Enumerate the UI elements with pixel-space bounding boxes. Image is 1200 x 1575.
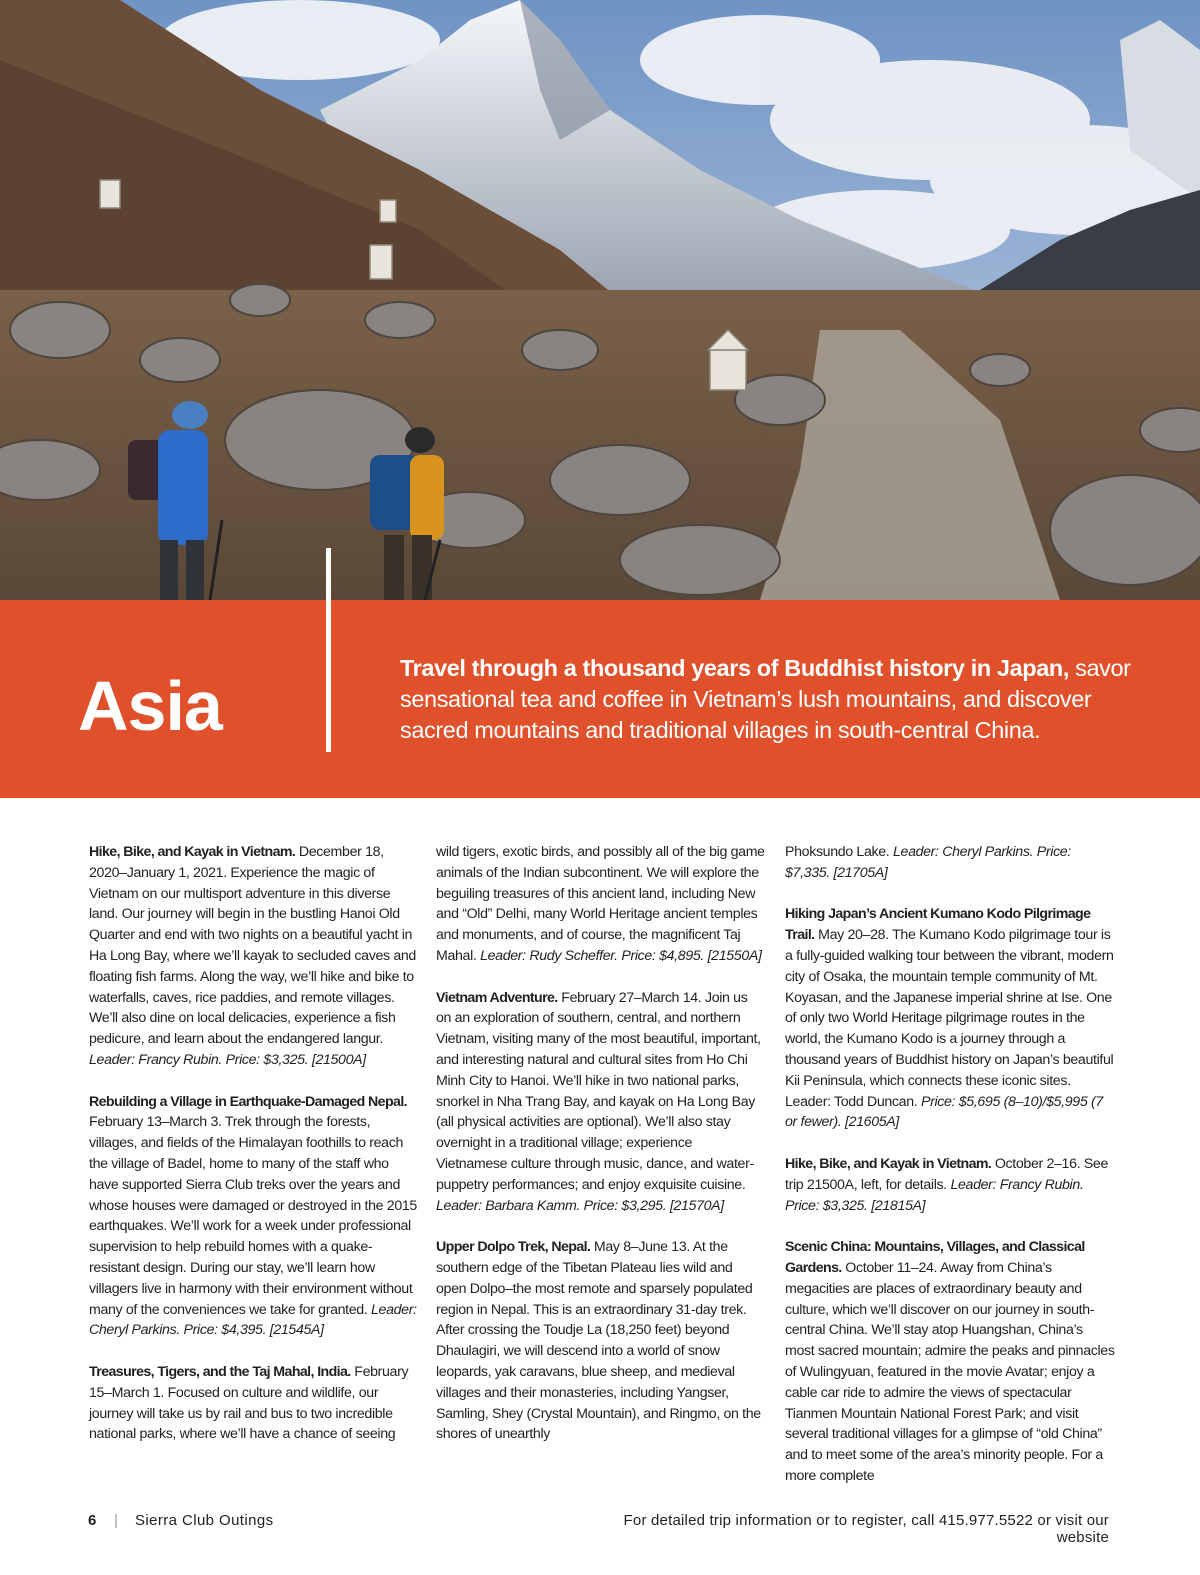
footer-contact-info: For detailed trip information or to register, call 415.977.5522 or visit our website	[623, 1512, 1109, 1546]
trip-leader-price: Leader: Francy Rubin. Price: $3,325. [21500A]	[89, 1051, 366, 1068]
trip-description: wild tigers, exotic birds, and possibly all of the big game animals of the Indian subcontinent. We will explore the beguiling treasures of this ancient land, including New and “Old” Delhi, many World Heritage ancient temples and monuments, and of course, the magnificent Taj Mahal.	[436, 844, 765, 964]
trip-leader-price: Leader: Francy Rubin. Price: $3,325. [21815A]	[785, 1176, 1084, 1214]
hero-photo	[0, 0, 1200, 600]
trip-title: Rebuilding a Village in Earthquake-Damaged Nepal.	[89, 1093, 408, 1110]
section-title: Asia	[78, 667, 222, 745]
trip-description: December 18, 2020–January 1, 2021. Experience the magic of Vietnam on our multisport adventure in this diverse land. Our journey will begin in the bustling Hanoi Old Quarter and end with two nights on a beautiful yacht in Ha Long Bay, where we’ll kayak to secluded caves and floating fish farms. Along the way, we’ll hike and bike to waterfalls, caves, rice paddies, and remote villages. We’ll also dine on local delicacies, experience a fish pedicure, and learn about the endangered langur.	[89, 844, 416, 1048]
banner-divider	[326, 548, 331, 752]
trip-description: February 13–March 3. Trek through the forests, villages, and fields of the Himalayan foothills to reach the village of Badel, home to many of the staff who have supported Sierra Club treks over the years and whose houses were damaged or destroyed in the 2015 earthquakes. We’ll work for a week under professional supervision to help rebuild homes with a quake-resistant design. During our stay, we’ll learn how villagers live in harmony with their environment without many of the conveniences we take for granted.	[89, 1114, 417, 1318]
trip-title: Upper Dolpo Trek, Nepal.	[436, 1239, 591, 1256]
trip-entry	[785, 1237, 1115, 1487]
trip-entry	[89, 842, 419, 1071]
trip-entry	[785, 1154, 1115, 1216]
trip-description: May 8–June 13. At the southern edge of the Tibetan Plateau lies wild and open Dolpo–the most remote and sparsely populated region in Nepal. This is an extraordinary 31-day trek. After crossing the Toudje La (18,250 feet) beyond Dhaulagiri, we will descend into a world of snow leopards, yak caravans, blue sheep, and medieval villages and their monasteries, including Yangser, Samling, Shey (Crystal Mountain), and Ringmo, on the shores of unearthly	[436, 1239, 761, 1443]
trip-leader-price: Price: $5,695 (8–10)/$5,995 (7 or fewer). [21605A]	[785, 1093, 1103, 1131]
section-intro-bold: Travel through a thousand years of Buddhist history in Japan,	[400, 655, 1069, 681]
section-intro-rest: savor sensational tea and coffee in Vietnam’s lush mountains, and discover sacred mountains and traditional villages in south-central China.	[400, 655, 1131, 743]
trip-description: February 27–March 14. Join us on an exploration of southern, central, and northern Vietnam, visiting many of the most beautiful, important, and interesting natural and cultural sites from Ho Chi Minh City to Hanoi. We’ll hike in two national parks, snorkel in Nha Trang Bay, and kayak on Ha Long Bay (all physical activities are optional). We’ll also stay overnight in a traditional village; experience Vietnamese culture through music, dance, and water-puppetry performances; and enjoy exquisite cuisine.	[436, 989, 761, 1193]
trip-leader-price: Leader: Cheryl Parkins. Price: $7,335. [21705A]	[785, 844, 1071, 881]
trip-description: Phoksundo Lake.	[785, 844, 893, 860]
trip-entry	[785, 904, 1115, 1133]
trip-entry	[436, 842, 766, 967]
trip-title: Vietnam Adventure.	[436, 989, 558, 1006]
text-column-3	[785, 842, 1115, 1508]
trip-entry	[436, 1237, 766, 1445]
trip-leader-price: Leader: Rudy Scheffer. Price: $4,895. [21550A]	[480, 947, 762, 964]
trip-leader-price: Leader: Cheryl Parkins. Price: $4,395. [21545A]	[89, 1301, 417, 1339]
text-column-1	[89, 842, 419, 1466]
trip-title: Scenic China: Mountains, Villages, and Classical Gardens.	[785, 1239, 1085, 1276]
trip-description: February 15–March 1. Focused on culture and wildlife, our journey will take us by rail and bus to two incredible national parks, where we’ll have a chance of seeing	[89, 1363, 409, 1443]
trip-leader-price: Leader: Barbara Kamm. Price: $3,295. [21570A]	[436, 1197, 724, 1214]
footer-separator: |	[114, 1512, 118, 1529]
trip-entry	[89, 1092, 419, 1342]
trip-title: Hike, Bike, and Kayak in Vietnam.	[785, 1155, 992, 1172]
publication-name: Sierra Club Outings	[135, 1512, 274, 1529]
trip-title: Treasures, Tigers, and the Taj Mahal, India.	[89, 1363, 351, 1380]
trip-title: Hiking Japan’s Ancient Kumano Kodo Pilgrimage Trail.	[785, 906, 1091, 944]
trip-entry	[785, 842, 1115, 884]
trip-description: October 2–16. See trip 21500A, left, for details.	[785, 1155, 1108, 1193]
trip-description: October 11–24. Away from China’s megacities are places of extraordinary beauty and culture, which we’ll discover on our journey in south-central China. We’ll stay atop Huangshan, China’s most sacred mountain; admire the peaks and pinnacles of Wulingyuan, featured in the movie Avatar; enjoy a cable car ride to admire the views of spectacular Tianmen Mountain National Forest Park; and visit several traditional villages for a glimpse of “old China” and to meet some of the area’s minority people. For a more complete	[785, 1259, 1115, 1484]
section-intro	[400, 653, 1160, 746]
trip-entry	[436, 988, 766, 1217]
text-column-2	[436, 842, 766, 1466]
page-number: 6	[88, 1512, 97, 1529]
trip-title: Hike, Bike, and Kayak in Vietnam.	[89, 844, 296, 860]
trip-entry	[89, 1362, 419, 1445]
trip-description: May 20–28. The Kumano Kodo pilgrimage tour is a fully-guided walking tour between the vibrant, modern city of Osaka, the mountain temple community of Mt. Koyasan, and the Japanese imperial shrine at Ise. One of only two World Heritage pilgrimage routes in the world, the Kumano Kodo is a journey through a thousand years of Buddhist history on Japan’s beautiful Kii Peninsula, which connects these iconic sites. Leader: Todd Duncan.	[785, 927, 1114, 1110]
mountain-trekkers-illustration	[0, 0, 1200, 600]
